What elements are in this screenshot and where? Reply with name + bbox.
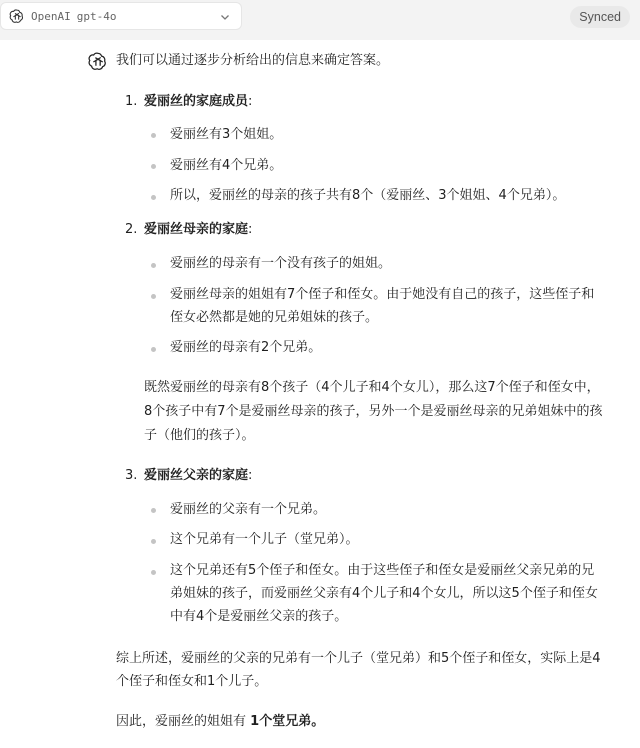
list-item-continuation: 中有4个是爱丽丝父亲的孩子。 xyxy=(170,609,348,624)
paragraph-line: 既然爱丽丝的母亲有8个孩子（4个儿子和4个女儿），那么这7个侄子和侄女中， xyxy=(144,380,600,395)
summary-line: 综上所述，爱丽丝的父亲的兄弟有一个儿子（堂兄弟）和5个侄子和侄女，实际上是4 xyxy=(116,651,601,666)
bullet-dot xyxy=(151,294,156,299)
section-number: 3. xyxy=(125,468,138,483)
section-heading xyxy=(144,93,252,111)
list-item-continuation: 侄女必然都是她的兄弟姐妹的孩子。 xyxy=(170,310,379,325)
list-item: 爱丽丝有4个兄弟。 xyxy=(170,158,283,173)
conclusion-prefix: 因此，爱丽丝的姐姐有 xyxy=(116,714,247,729)
list-item-continuation: 弟姐妹的孩子，而爱丽丝父亲有4个儿子和4个女儿，所以这5个侄子和侄女 xyxy=(170,586,598,601)
section-heading xyxy=(144,467,252,485)
bullet-dot xyxy=(151,133,156,138)
list-item: 爱丽丝母亲的姐姐有7个侄子和侄女。由于她没有自己的孩子，这些侄子和 xyxy=(170,287,595,302)
section-title: 爱丽丝父亲的家庭 xyxy=(144,468,249,483)
conclusion-text xyxy=(116,713,324,731)
bullet-dot xyxy=(151,347,156,352)
section-title: 爱丽丝的家庭成员 xyxy=(144,94,249,109)
list-item: 爱丽丝的父亲有一个兄弟。 xyxy=(170,502,327,517)
model-selector[interactable] xyxy=(0,2,242,30)
provider-label: OpenAI xyxy=(31,9,71,23)
paragraph-line: 8个孩子中有7个是爱丽丝母亲的孩子，另外一个是爱丽丝母亲的兄弟姐妹中的孩 xyxy=(144,404,603,419)
list-item: 所以，爱丽丝的母亲的孩子共有8个（爱丽丝、3个姐姐、4个兄弟）。 xyxy=(170,188,566,203)
intro-text: 我们可以通过逐步分析给出的信息来确定答案。 xyxy=(116,53,390,68)
bullet-dot xyxy=(151,539,156,544)
section-number: 2. xyxy=(125,222,138,237)
assistant-avatar-icon xyxy=(88,51,108,71)
bullet-dot xyxy=(151,570,156,575)
section-heading xyxy=(144,221,252,239)
section-number: 1. xyxy=(125,94,138,109)
bullet-dot xyxy=(151,508,156,513)
openai-logo-icon xyxy=(9,8,25,24)
list-item: 这个兄弟有一个儿子（堂兄弟）。 xyxy=(170,532,359,547)
summary-line: 个侄子和侄女和1个儿子。 xyxy=(116,674,268,689)
section-colon: : xyxy=(248,468,253,483)
bullet-dot xyxy=(151,164,156,169)
list-item: 爱丽丝的母亲有2个兄弟。 xyxy=(170,340,322,355)
bullet-dot xyxy=(151,195,156,200)
list-item: 爱丽丝有3个姐姐。 xyxy=(170,127,283,142)
list-item: 爱丽丝的母亲有一个没有孩子的姐姐。 xyxy=(170,256,392,271)
sync-status-badge: Synced xyxy=(570,6,630,28)
conclusion-answer: 1个堂兄弟。 xyxy=(250,714,325,729)
section-colon: : xyxy=(248,222,253,237)
paragraph-line: 子（他们的孩子）。 xyxy=(144,428,255,443)
model-label: gpt-4o xyxy=(76,9,117,23)
chevron-down-icon xyxy=(219,11,231,23)
bullet-dot xyxy=(151,263,156,268)
list-item: 这个兄弟还有5个侄子和侄女。由于这些侄子和侄女是爱丽丝父亲兄弟的兄 xyxy=(170,563,595,578)
section-title: 爱丽丝母亲的家庭 xyxy=(144,222,249,237)
top-bar xyxy=(0,0,640,40)
section-colon: : xyxy=(248,94,253,109)
